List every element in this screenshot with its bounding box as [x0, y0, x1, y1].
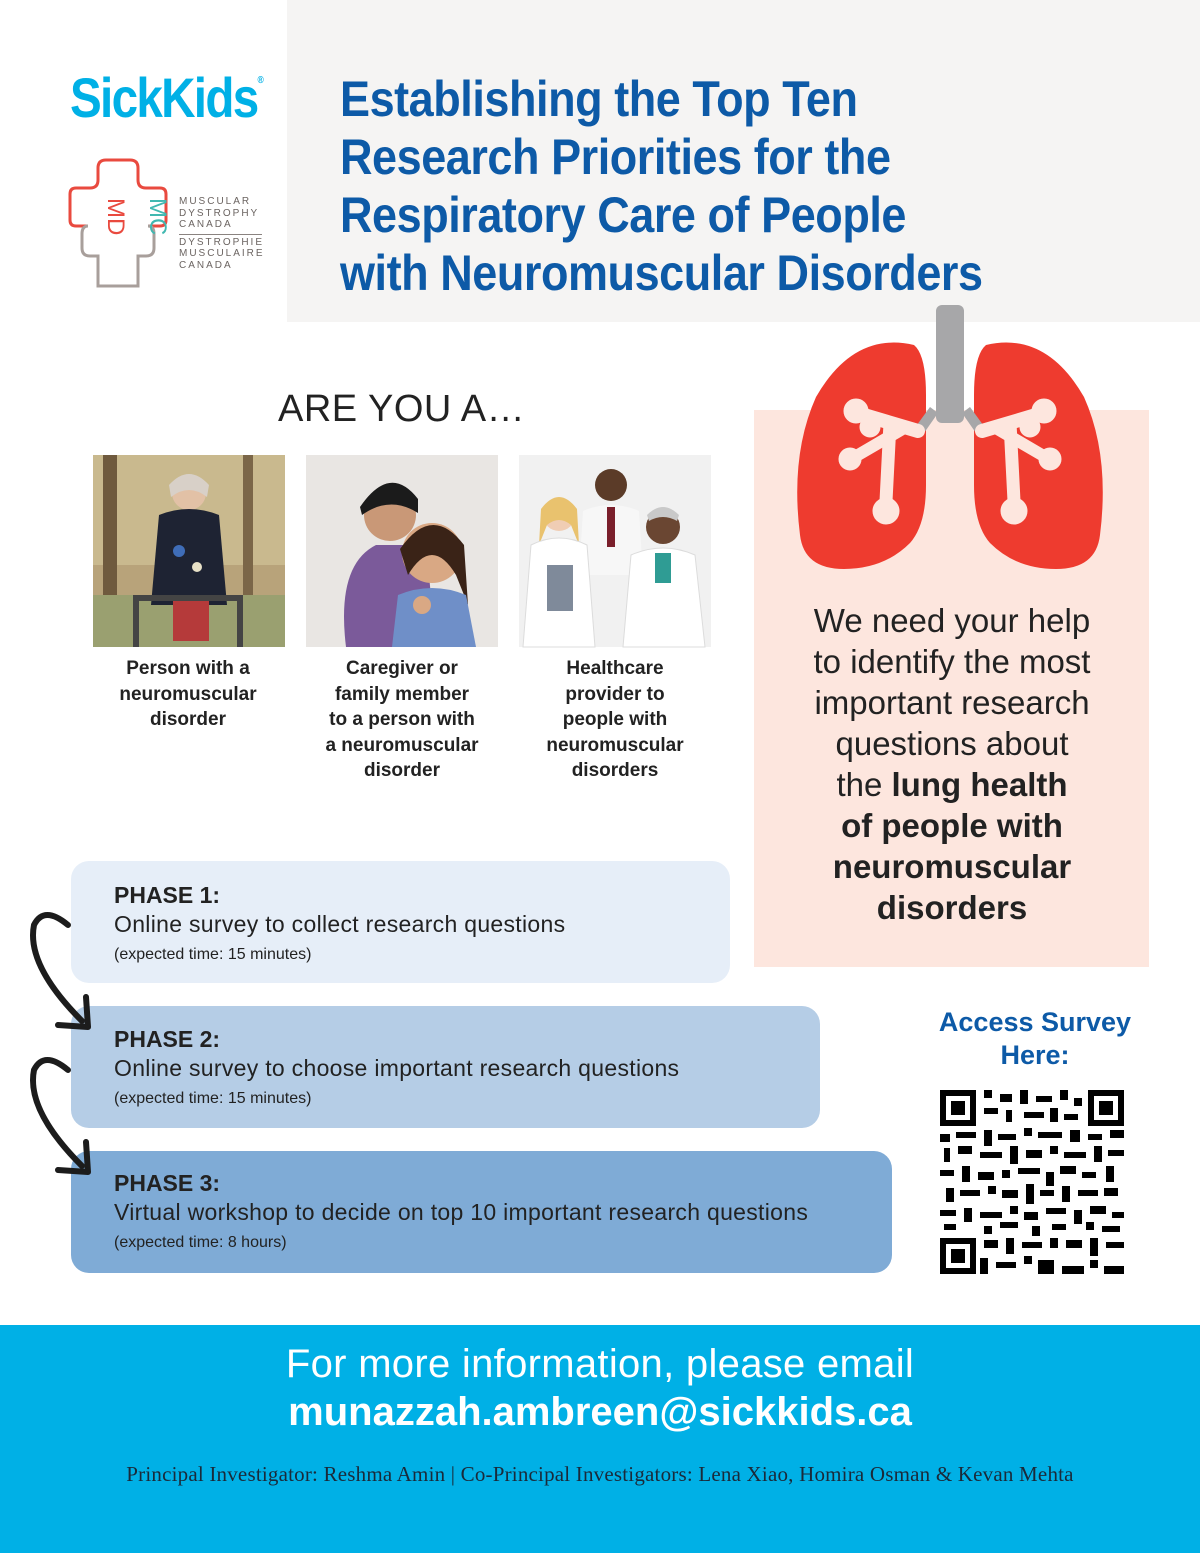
phase-1-time: (expected time: 15 minutes)	[114, 946, 312, 963]
arrow-icon-phase-1-to-2	[24, 905, 104, 1035]
help-message: We need your help to identify the most important research questions about the lung health of people with neuromuscular disorders	[813, 602, 1091, 926]
phase-2-heading: PHASE 2:	[114, 1026, 221, 1052]
audience-label-healthcare: Healthcare provider to people with neuromuscular disorders	[546, 658, 684, 781]
access-survey-label: Access Survey Here:	[938, 1007, 1132, 1070]
photo-caregiver-and-child	[306, 455, 498, 647]
qr-code[interactable]	[940, 1090, 1124, 1274]
registered-mark: ®	[257, 75, 264, 86]
photo-person-with-walker	[93, 455, 285, 647]
audience-label-person: Person with a neuromuscular disorder	[119, 658, 257, 730]
mdc-puzzle-logo	[68, 158, 171, 290]
footer-contact-line: For more information, please email	[285, 1342, 915, 1386]
mdc-mark-bottom: MC	[144, 198, 171, 236]
phase-3-time: (expected time: 8 hours)	[114, 1234, 287, 1251]
page-title: Establishing the Top Ten Research Priorities for the Respiratory Care of People with Neuromuscular Disorders	[340, 71, 983, 301]
arrow-icon-phase-2-to-3	[24, 1050, 104, 1180]
audience-label-caregiver: Caregiver or family member to a person with a neuromuscular disorder	[325, 658, 479, 781]
phase-1-text: Online survey to collect research questions	[114, 911, 566, 937]
phase-3-heading: PHASE 3:	[114, 1170, 221, 1196]
phase-1-heading: PHASE 1:	[114, 882, 221, 908]
photo-healthcare-providers	[519, 455, 711, 647]
phase-2-text: Online survey to choose important research questions	[114, 1055, 680, 1081]
audience-heading: ARE YOU A…	[278, 388, 526, 430]
footer-email-link[interactable]: munazzah.ambreen@sickkids.ca	[288, 1390, 912, 1434]
phase-3-text: Virtual workshop to decide on top 10 important research questions	[114, 1199, 809, 1225]
sickkids-logo: SickKids®	[70, 66, 264, 129]
phase-2-time: (expected time: 15 minutes)	[114, 1090, 312, 1107]
mdc-mark-top: MD	[102, 198, 129, 236]
mdc-logo-text: MUSCULAR DYSTROPHY CANADA DYSTROPHIE MUSCULAIRE CANADA	[179, 196, 265, 271]
mdc-divider	[179, 234, 262, 235]
footer-credits: Principal Investigator: Reshma Amin | Co-Principal Investigators: Lena Xiao, Homira Osman & Kevan Mehta	[126, 1462, 1074, 1486]
lungs-icon	[794, 305, 1106, 577]
